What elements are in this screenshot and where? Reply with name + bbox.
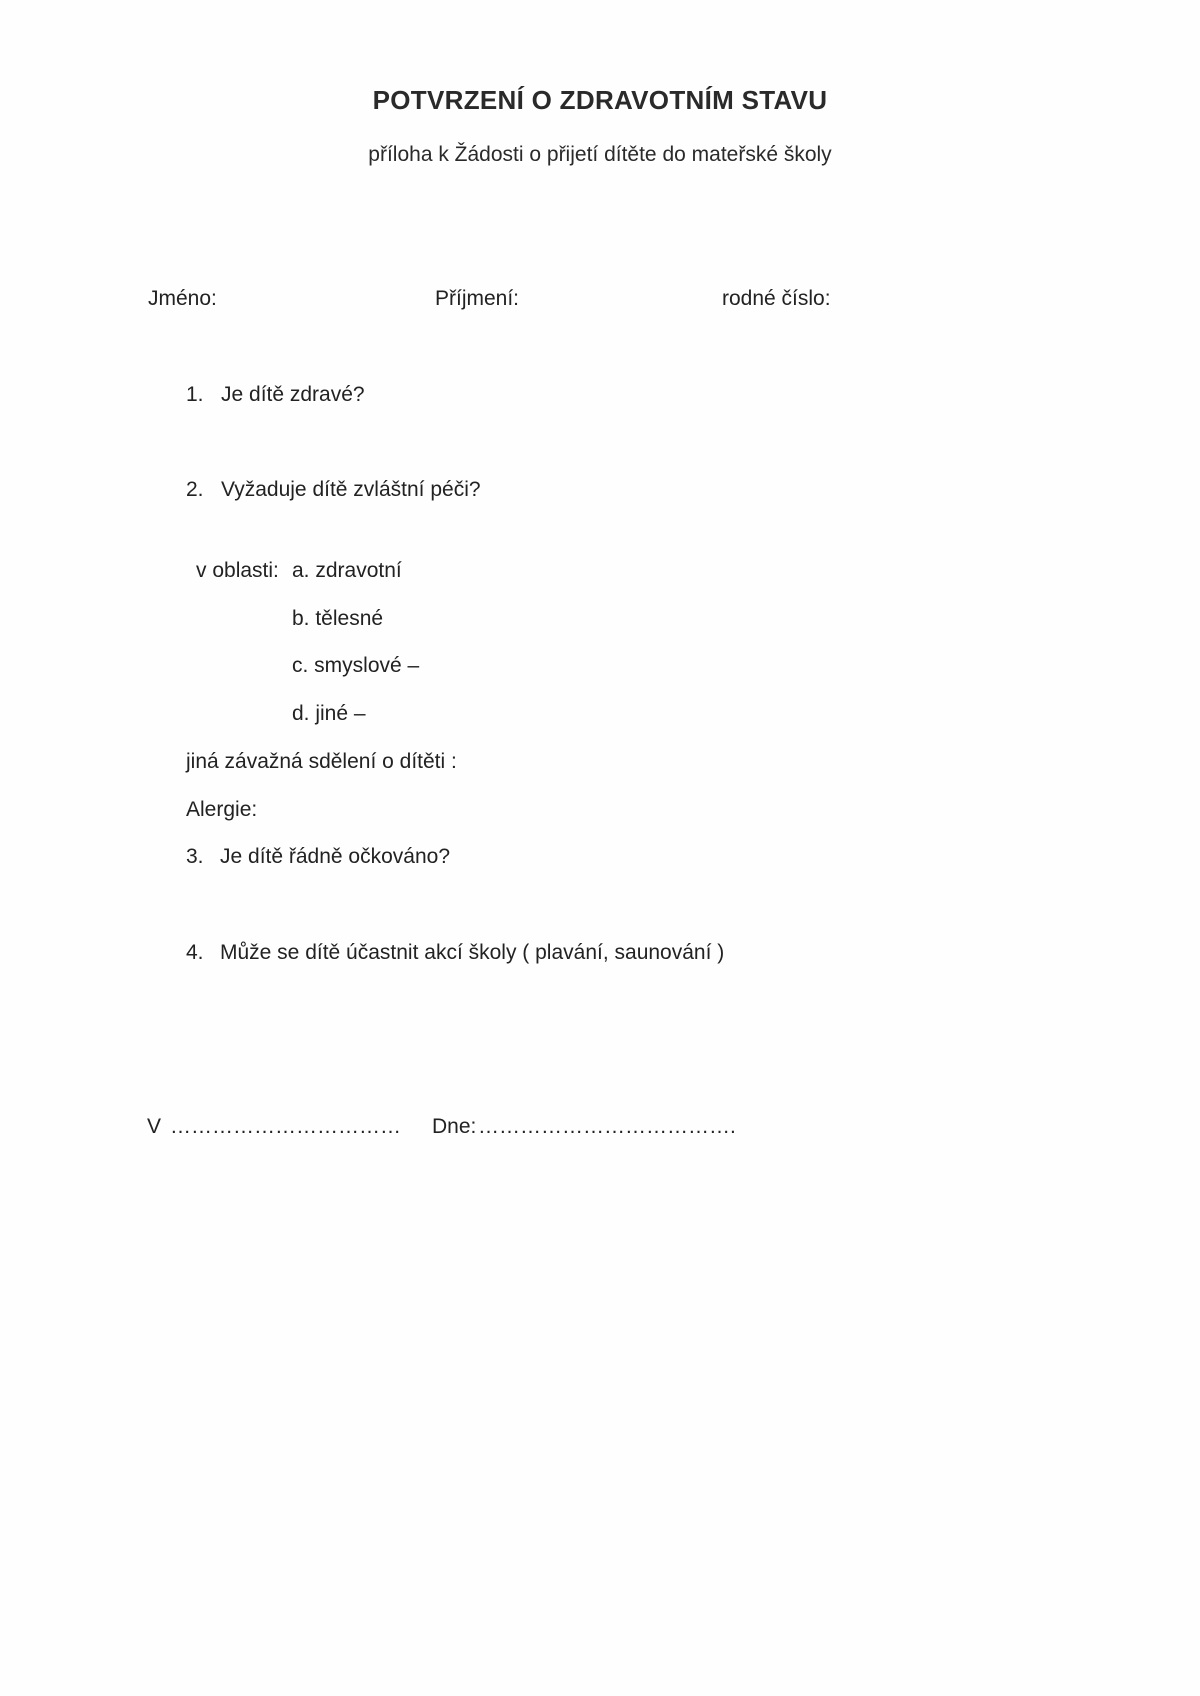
question-4-number: 4. <box>186 941 204 964</box>
area-item-d: d. jiné – <box>292 702 366 725</box>
question-1-number: 1. <box>186 383 204 406</box>
date-label: Dne: <box>432 1115 477 1138</box>
question-2-text: Vyžaduje dítě zvláštní péči? <box>221 478 481 501</box>
area-label: v oblasti: <box>196 559 279 582</box>
question-2-number: 2. <box>186 478 204 501</box>
document-subtitle: příloha k Žádosti o přijetí dítěte do mateřské školy <box>368 143 832 166</box>
question-3-number: 3. <box>186 845 204 868</box>
other-info-label: jiná závažná sdělení o dítěti : <box>186 750 457 773</box>
area-item-a: a. zdravotní <box>292 559 402 582</box>
allergy-label: Alergie: <box>186 798 258 821</box>
question-1-text: Je dítě zdravé? <box>221 383 365 406</box>
document-title: POTVRZENÍ O ZDRAVOTNÍM STAVU <box>372 85 828 115</box>
question-4-text: Může se dítě účastnit akcí školy ( plavání, saunování ) <box>220 941 725 964</box>
birth-number-label: rodné číslo: <box>722 287 831 310</box>
surname-label: Příjmení: <box>435 287 520 310</box>
place-label: V <box>147 1115 162 1138</box>
area-item-c: c. smyslové – <box>292 654 420 677</box>
place-blank: …………………………… <box>170 1115 401 1138</box>
area-item-b: b. tělesné <box>292 607 384 630</box>
name-label: Jméno: <box>148 287 217 310</box>
date-blank: ………………………………. <box>478 1115 736 1138</box>
question-3-text: Je dítě řádně očkováno? <box>220 845 450 868</box>
